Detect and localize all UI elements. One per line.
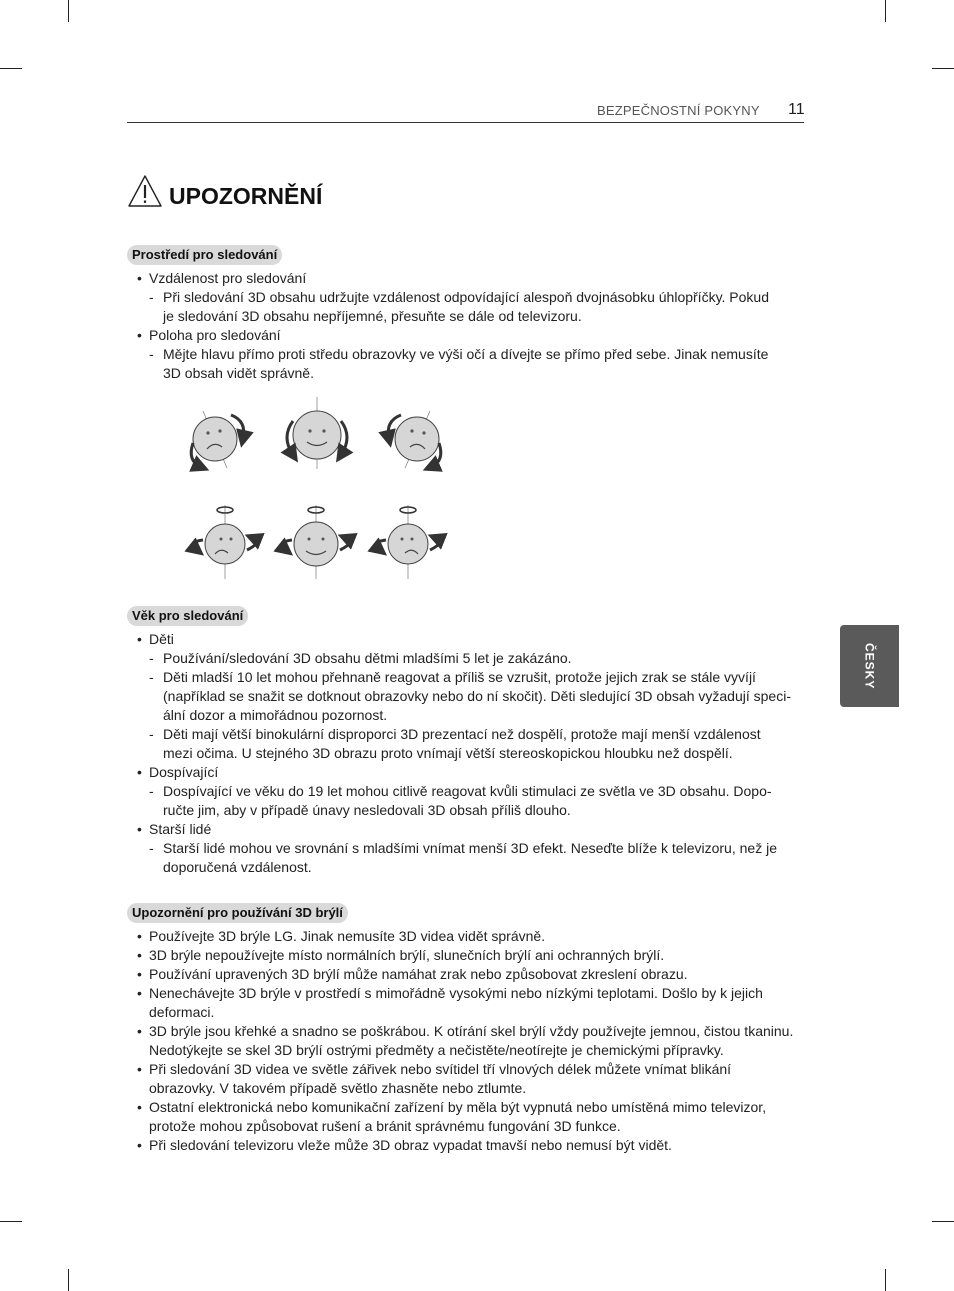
face-straight-smile	[282, 505, 350, 579]
crop-mark	[885, 0, 886, 22]
crop-mark	[932, 68, 954, 69]
crop-mark	[68, 1269, 69, 1291]
section-label-viewing-age: Věk pro sledování	[127, 606, 248, 626]
bullet: •	[137, 1023, 142, 1039]
list-subitem-continuation: mezi očima. U stejného 3D obrazu proto vnímají větší stereoskopickou hloubku než dospělí.	[163, 745, 733, 761]
list-subitem-continuation: 3D obsah vidět správně.	[163, 365, 314, 381]
dash: -	[149, 346, 154, 362]
list-item-text: Používání upravených 3D brýlí může namáhat zrak nebo způsobovat zkreslení obrazu.	[149, 966, 688, 982]
crop-mark	[0, 1221, 22, 1222]
bullet: •	[137, 947, 142, 963]
list-subitem-text: Používání/sledování 3D obsahu dětmi mladšími 5 let je zakázáno.	[163, 650, 572, 666]
list-item-continuation: Nedotýkejte se skel 3D brýlí ostrými předměty a nečistěte/neotírejte je chemickými přípravky.	[149, 1042, 724, 1058]
face-turned-left-frown	[193, 505, 257, 579]
list-subitem-text: Mějte hlavu přímo proti středu obrazovky ve výši očí a dívejte se přímo před sebe. Jinak nemusíte	[163, 346, 769, 362]
bullet: •	[137, 985, 142, 1001]
list-subitem-continuation: doporučená vzdálenost.	[163, 859, 312, 875]
section-label-viewing-environment: Prostředí pro sledování	[127, 245, 282, 265]
bullet: •	[137, 1099, 142, 1115]
dash: -	[149, 726, 154, 742]
dash: -	[149, 669, 154, 685]
list-subitem-continuation: ručte jim, aby v případě únavy nesledovali 3D obsah příliš dlouho.	[163, 802, 571, 818]
crop-mark	[68, 0, 69, 22]
list-item-text: Nenechávejte 3D brýle v prostředí s mimořádně vysokými nebo nízkými teplotami. Došlo by k jejich	[149, 985, 763, 1001]
list-item-text: Vzdálenost pro sledování	[149, 270, 307, 286]
bullet: •	[137, 928, 142, 944]
list-subitem-text: Děti mladší 10 let mohou přehnaně reagovat a příliš se vzrušit, protože jejich zrak se stále vyvíjí	[163, 669, 756, 685]
list-subitem-continuation: ální dozor a mimořádnou pozornost.	[163, 707, 388, 723]
list-subitem-continuation: (například se snažit se dotknout obrazovky nebo do ní skočit). Děti sledující 3D obsah vyžadují speci-	[163, 688, 791, 704]
bullet: •	[137, 1137, 142, 1153]
header-divider	[127, 122, 804, 123]
list-item-text: Při sledování 3D videa ve světle zářivek nebo svítidel tří vlnových délek můžete vnímat blikání	[149, 1061, 732, 1077]
crop-mark	[0, 68, 22, 69]
crop-mark	[932, 1221, 954, 1222]
list-item-text: Dospívající	[149, 764, 219, 780]
bullet: •	[137, 966, 142, 982]
list-subitem-continuation: je sledování 3D obsahu nepříjemné, přesuňte se dále od televizoru.	[163, 308, 582, 324]
list-item-text: Děti	[149, 631, 174, 647]
list-item-continuation: protože mohou způsobovat rušení a bránit správnému fungování 3D funkce.	[149, 1118, 621, 1134]
crop-mark	[885, 1269, 886, 1291]
dash: -	[149, 783, 154, 799]
page-title: UPOZORNĚNÍ	[169, 183, 323, 209]
list-item-text: Poloha pro sledování	[149, 327, 281, 343]
bullet: •	[137, 764, 142, 780]
page-number: 11	[788, 101, 805, 118]
bullet: •	[137, 270, 142, 286]
bullet: •	[137, 1061, 142, 1077]
section-label-3d-glasses: Upozornění pro používání 3D brýlí	[127, 903, 348, 923]
bullet: •	[137, 821, 142, 837]
head-position-illustration	[175, 393, 455, 583]
running-header: BEZPEČNOSTNÍ POKYNY	[597, 103, 760, 118]
warning-triangle-icon	[127, 174, 163, 208]
list-item-text: Při sledování televizoru vleže může 3D obraz vypadat tmavší nebo nemusí být vidět.	[149, 1137, 672, 1153]
dash: -	[149, 650, 154, 666]
dash: -	[149, 289, 154, 305]
face-tilted-left-frown	[191, 411, 244, 468]
list-item-text: 3D brýle nepoužívejte místo normálních brýlí, slunečních brýlí ani ochranných brýlí.	[149, 947, 665, 963]
page-title-block	[127, 174, 322, 208]
list-item-text: Používejte 3D brýle LG. Jinak nemusíte 3D videa vidět správně.	[149, 928, 546, 944]
list-item-text: Starší lidé	[149, 821, 212, 837]
language-tab-label: ČESKY	[862, 642, 877, 690]
bullet: •	[137, 631, 142, 647]
language-tab	[840, 625, 899, 707]
list-item-continuation: deformaci.	[149, 1004, 215, 1020]
list-item-text: 3D brýle jsou křehké a snadno se poškrábou. K otírání skel brýlí vždy používejte jemnou, čistou tkaninu.	[149, 1023, 794, 1039]
list-subitem-text: Dospívající ve věku do 19 let mohou citlivě reagovat kvůli stimulaci ze světla ve 3D obsahu. Dopo-	[163, 783, 772, 799]
bullet: •	[137, 327, 142, 343]
face-upright-smile	[287, 397, 347, 469]
dash: -	[149, 840, 154, 856]
list-subitem-text: Při sledování 3D obsahu udržujte vzdálenost odpovídající alespoň dvojnásobku úhlopříčky. Pokud	[163, 289, 770, 305]
list-item-continuation: obrazovky. V takovém případě světlo zhasněte nebo ztlumte.	[149, 1080, 527, 1096]
face-tilted-right-frown	[388, 411, 441, 468]
list-subitem-text: Děti mají větší binokulární disproporci 3D prezentací než dospělí, protože mají menší vzdálenost	[163, 726, 761, 742]
list-subitem-text: Starší lidé mohou ve srovnání s mladšími vnímat menší 3D efekt. Neseďte blíže k televizoru, než je	[163, 840, 777, 856]
face-turned-right-frown	[376, 505, 440, 579]
list-item-text: Ostatní elektronická nebo komunikační zařízení by měla být vypnutá nebo umístěná mimo televizor,	[149, 1099, 767, 1115]
